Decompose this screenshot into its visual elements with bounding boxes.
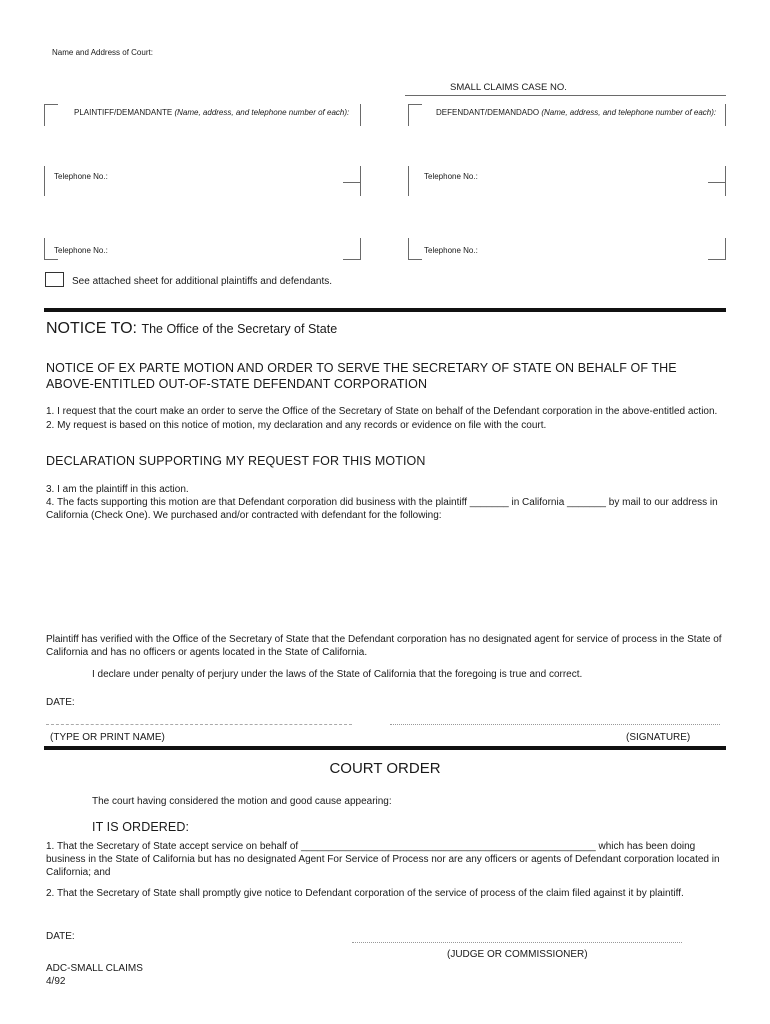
form-id: ADC-SMALL CLAIMS <box>46 963 143 974</box>
case-number-field[interactable] <box>405 95 726 96</box>
order-item-1: 1. That the Secretary of State accept service on behalf of _____________________________________________________ which has been doing business in the State of California but has no designated Agent For Service of Process nor are any officers or agents of Defendant corporation located in California; and <box>46 841 720 878</box>
perjury-statement: I declare under penalty of perjury under the laws of the State of California that the foregoing is true and correct. <box>92 669 583 680</box>
case-number-label: SMALL CLAIMS CASE NO. <box>450 82 567 93</box>
plaintiff-telephone-label-2: Telephone No.: <box>54 246 108 255</box>
order-item-2: 2. That the Secretary of State shall promptly give notice to Defendant corporation of the service of process of the claim filed against it by plaintiff. <box>46 888 684 899</box>
declaration-date-label: DATE: <box>46 697 75 708</box>
defendant-box-mark <box>708 182 725 183</box>
order-date-label: DATE: <box>46 931 75 942</box>
signature-line[interactable] <box>390 724 720 725</box>
print-name-line[interactable] <box>46 724 352 725</box>
declaration-heading: DECLARATION SUPPORTING MY REQUEST FOR THIS MOTION <box>46 454 426 468</box>
signature-label: (SIGNATURE) <box>626 732 691 743</box>
plaintiff-box-mark <box>360 166 361 196</box>
section-divider <box>44 308 726 312</box>
print-name-label: (TYPE OR PRINT NAME) <box>50 732 165 743</box>
defendant-corner-mark <box>408 104 422 105</box>
plaintiff-box-mark <box>44 238 45 260</box>
attached-sheet-label: See attached sheet for additional plaintiffs and defendants. <box>72 276 333 287</box>
plaintiff-corner-mark <box>44 104 58 105</box>
court-considered-text: The court having considered the motion and good cause appearing: <box>92 796 392 807</box>
ordered-heading: IT IS ORDERED: <box>92 820 190 834</box>
plaintiff-box-mark <box>343 259 360 260</box>
plaintiff-right-mark <box>360 104 361 126</box>
motion-title: NOTICE OF EX PARTE MOTION AND ORDER TO SERVE THE SECRETARY OF STATE ON BEHALF OF THE ABOVE-ENTITLED OUT-OF-STATE DEFENDANT CORPORATION <box>46 361 677 391</box>
notice-to-heading: NOTICE TO: The Office of the Secretary of State <box>46 320 338 337</box>
defendant-box-mark <box>408 259 422 260</box>
form-date: 4/92 <box>46 976 66 987</box>
defendant-box-mark <box>408 166 409 196</box>
defendant-corner-mark <box>408 104 409 126</box>
declaration-item-4: 4. The facts supporting this motion are that Defendant corporation did business with the plaintiff _______ in California _______ by mail to our address in California (Check One). We purchased and/or contracted with defendant for the following: <box>46 497 718 521</box>
defendant-heading: DEFENDANT/DEMANDADO (Name, address, and telephone number of each): <box>436 108 717 117</box>
defendant-box-mark <box>725 238 726 260</box>
plaintiff-telephone-label: Telephone No.: <box>54 172 108 181</box>
defendant-telephone-label-2: Telephone No.: <box>424 246 478 255</box>
plaintiff-box-mark <box>343 182 360 183</box>
declaration-item-3: 3. I am the plaintiff in this action. <box>46 484 189 495</box>
defendant-telephone-label: Telephone No.: <box>424 172 478 181</box>
plaintiff-corner-mark <box>44 104 45 126</box>
judge-signature-line[interactable] <box>352 942 682 943</box>
section-divider <box>44 746 726 750</box>
court-name-label: Name and Address of Court: <box>52 48 153 57</box>
plaintiff-heading: PLAINTIFF/DEMANDANTE (Name, address, and telephone number of each): <box>74 108 350 117</box>
attached-sheet-checkbox[interactable] <box>45 272 64 287</box>
plaintiff-box-mark <box>44 166 45 196</box>
plaintiff-box-mark <box>44 259 58 260</box>
defendant-box-mark <box>408 238 409 260</box>
court-order-title: COURT ORDER <box>329 760 441 777</box>
defendant-box-mark <box>725 166 726 196</box>
defendant-right-mark <box>725 104 726 126</box>
plaintiff-box-mark <box>360 238 361 260</box>
defendant-box-mark <box>708 259 725 260</box>
verified-statement: Plaintiff has verified with the Office of the Secretary of State that the Defendant corporation has no designated agent for service of process in the State of California and has no officers or agents located in the State of California. <box>46 634 722 658</box>
judge-label: (JUDGE OR COMMISSIONER) <box>447 949 588 960</box>
request-item-2: 2. My request is based on this notice of motion, my declaration and any records or evidence on file with the court. <box>46 420 547 431</box>
request-item-1: 1. I request that the court make an order to serve the Office of the Secretary of State on behalf of the Defendant corporation in the above-entitled action. <box>46 406 718 417</box>
facts-entry-area[interactable] <box>46 526 726 626</box>
